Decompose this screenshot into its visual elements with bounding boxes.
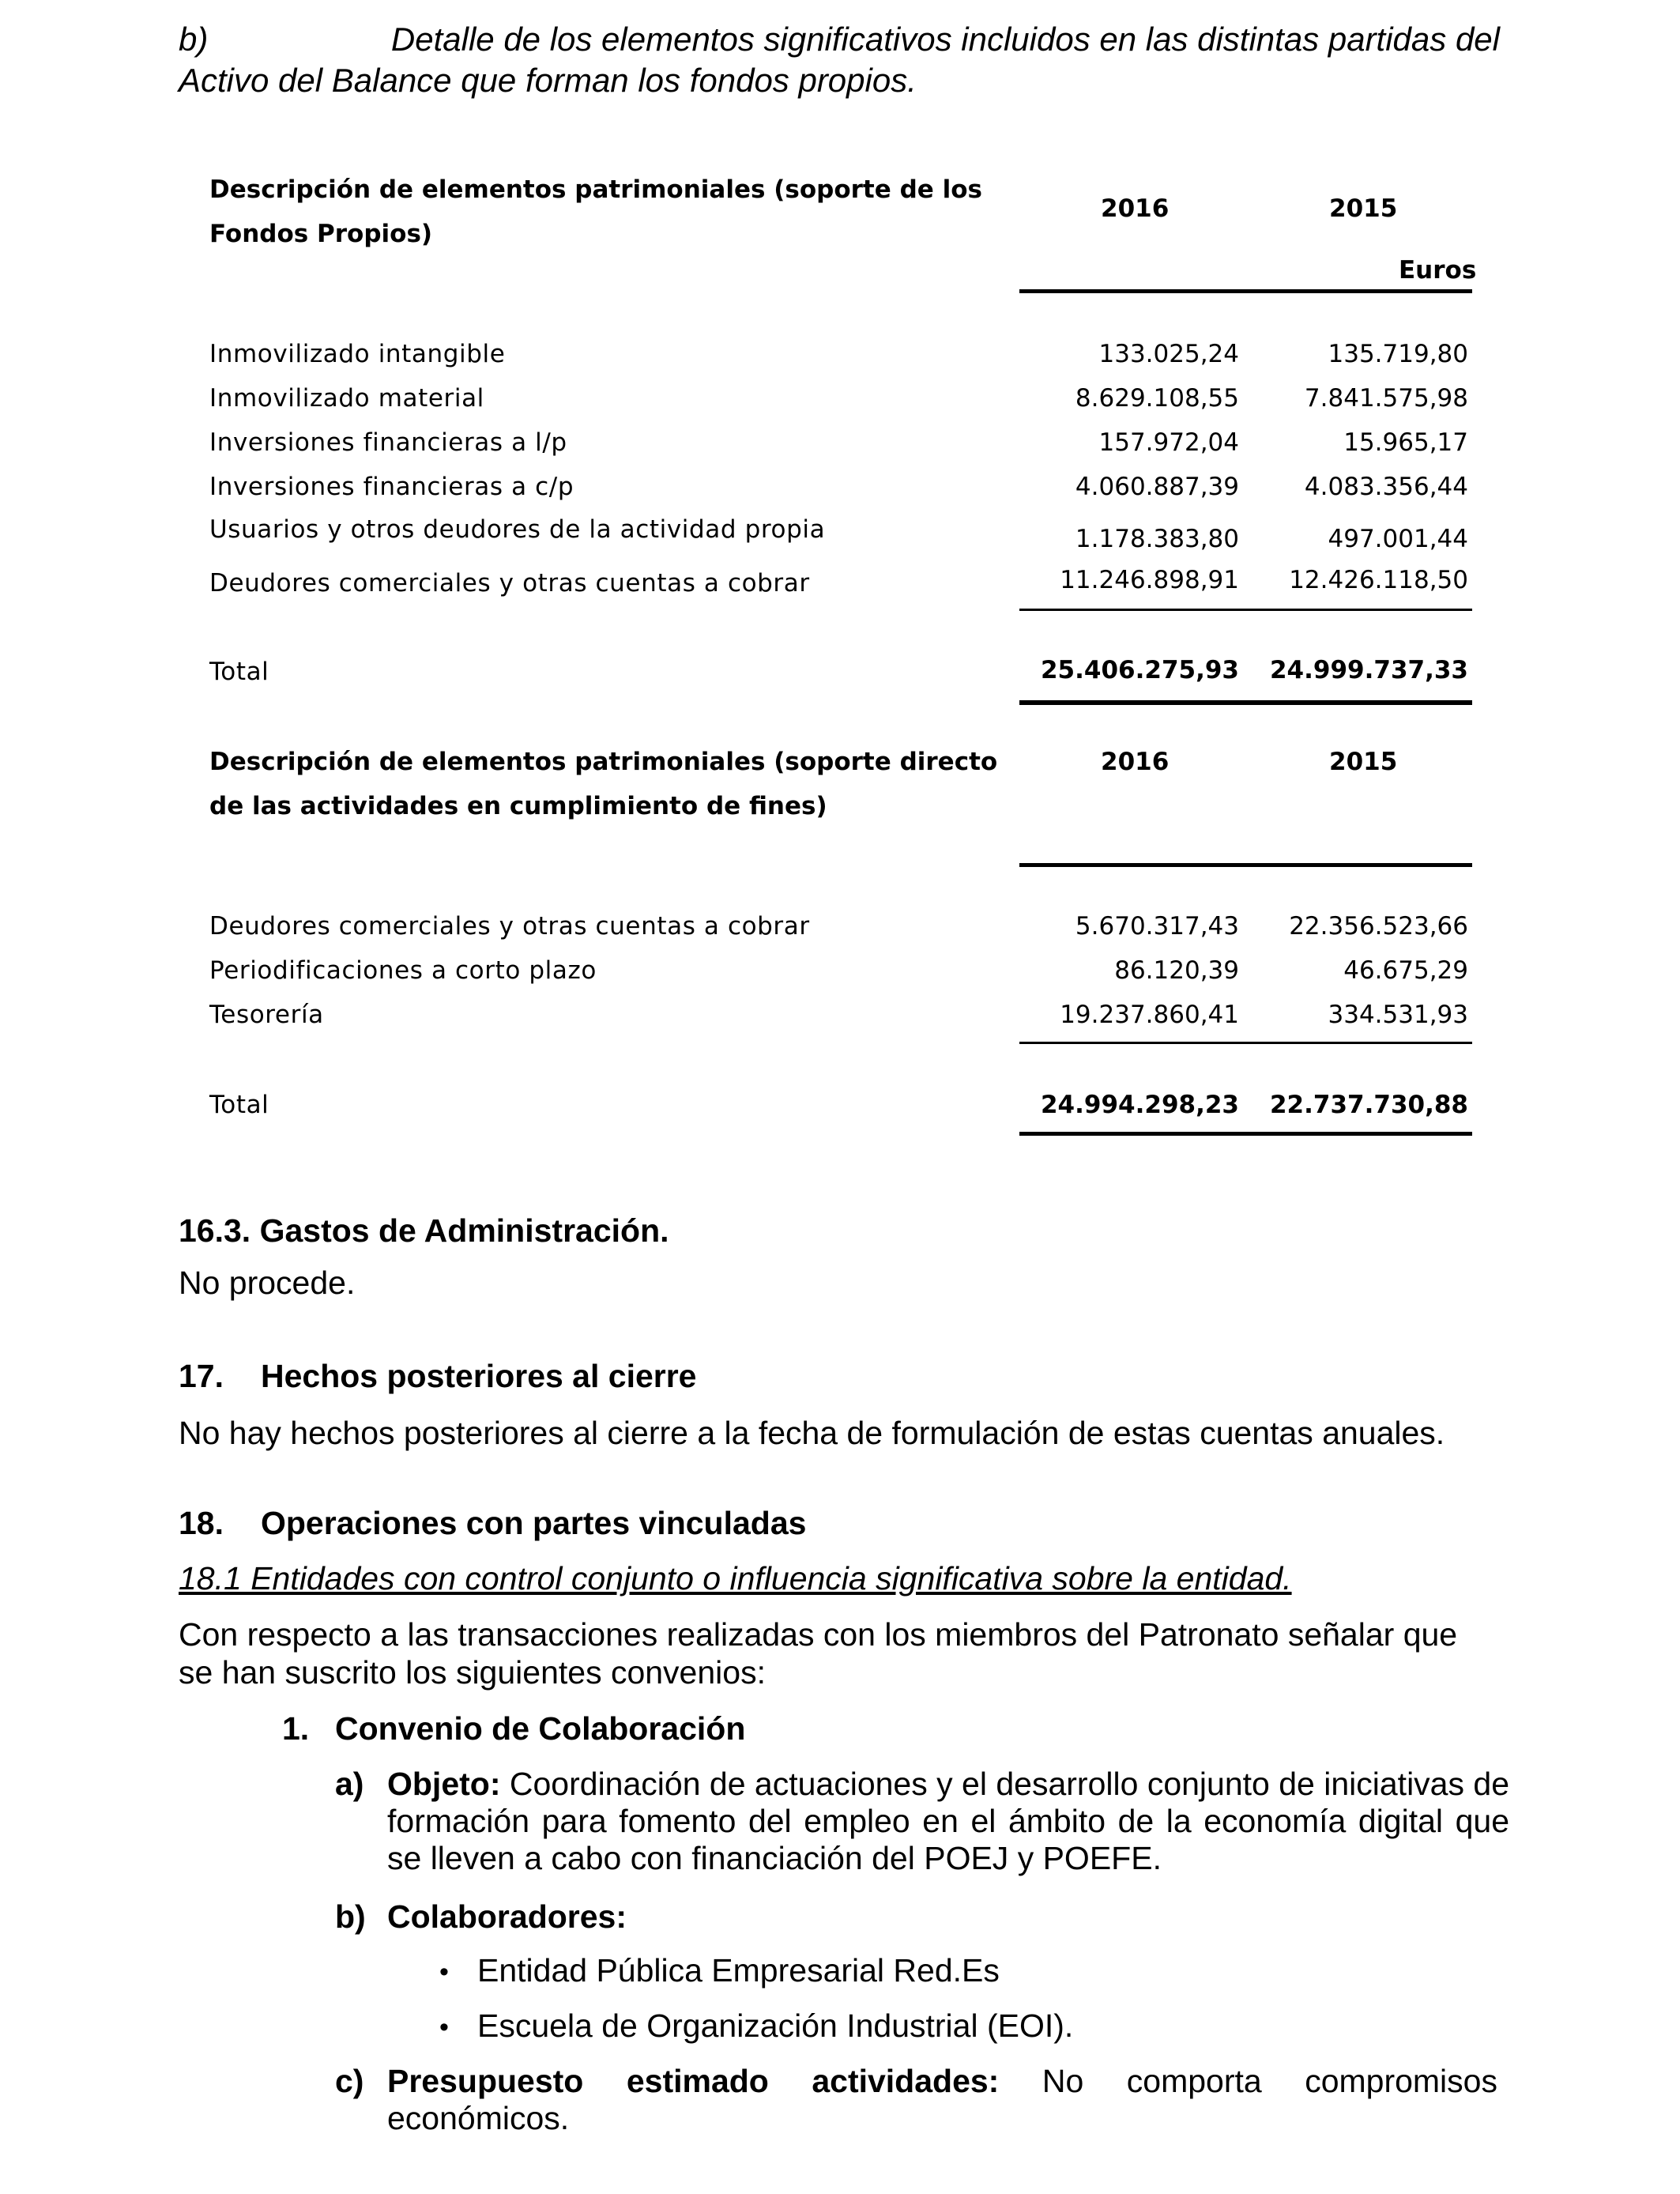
convenio-number: 1.	[282, 1710, 310, 1747]
item-c-letter: c)	[335, 2063, 364, 2099]
section-18-paragraph: Con respecto a las transacciones realizadas con los miembros del Patronato señalar que se han suscrito los siguientes convenios:	[179, 1616, 1458, 1691]
item-c-line-2: económicos.	[387, 2100, 570, 2136]
table1-col-2015: 2015	[1329, 194, 1398, 223]
section-18-title: Operaciones con partes vinculadas	[261, 1505, 807, 1541]
table2-header-line1: Descripción de elementos patrimoniales (soporte directo	[209, 748, 998, 776]
table1-header-rule	[1019, 289, 1472, 293]
table1-row-2016: 11.246.898,91	[1060, 566, 1239, 594]
section-17-number: 17.	[179, 1358, 224, 1394]
section-16-3-body: No procede.	[179, 1265, 356, 1301]
bullet-icon: •	[439, 1957, 449, 1987]
convenio-title: Convenio de Colaboración	[335, 1710, 746, 1747]
table1-row-2015: 135.719,80	[1328, 340, 1468, 368]
table1-col-2016: 2016	[1101, 194, 1170, 223]
item-a-letter: a)	[335, 1766, 364, 1802]
table2-row-2016: 5.670.317,43	[1075, 912, 1239, 941]
item-c-line-1	[387, 2063, 1497, 2100]
table1-row-2016: 8.629.108,55	[1075, 384, 1239, 413]
intro-line-2: Activo del Balance que forman los fondos propios.	[179, 62, 917, 99]
section-18-1-subheading: 18.1 Entidades con control conjunto o influencia significativa sobre la entidad.	[179, 1560, 1292, 1596]
table1-total-rule	[1019, 700, 1472, 705]
item-c-word: compromisos	[1305, 2063, 1497, 2099]
table1-header-line1: Descripción de elementos patrimoniales (soporte de los	[209, 175, 982, 204]
table2-header-rule	[1019, 863, 1472, 867]
table2-total-rule	[1019, 1132, 1472, 1136]
table1-row-label: Inversiones financieras a l/p	[209, 428, 567, 457]
table1-row-2016: 4.060.887,39	[1075, 473, 1239, 501]
bullet-icon: •	[439, 2012, 449, 2042]
item-c-word: comporta	[1126, 2063, 1262, 2099]
table1-row-2015: 15.965,17	[1343, 428, 1468, 457]
table2-total-2015: 22.737.730,88	[1269, 1091, 1468, 1119]
table2-row-label: Periodificaciones a corto plazo	[209, 956, 597, 985]
intro-letter: b)	[179, 21, 209, 58]
table1-row-label: Inversiones financieras a c/p	[209, 473, 574, 501]
item-b-label: Colaboradores:	[387, 1898, 627, 1935]
table2-row-2016: 19.237.860,41	[1060, 1001, 1239, 1029]
table1-row-label: Usuarios y otros deudores de la actividad propia	[209, 515, 826, 544]
table2-total-2016: 24.994.298,23	[1040, 1091, 1239, 1119]
item-c-word: actividades:	[812, 2063, 1000, 2099]
table1-row-label: Inmovilizado intangible	[209, 340, 506, 368]
item-a-label: Objeto:	[387, 1766, 501, 1802]
table2-total-label: Total	[209, 1091, 269, 1119]
table1-total-2016: 25.406.275,93	[1040, 656, 1239, 684]
table2-row-2016: 86.120,39	[1114, 956, 1239, 985]
table2-col-2016: 2016	[1101, 748, 1170, 776]
section-17-body: No hay hechos posteriores al cierre a la fecha de formulación de estas cuentas anuales.	[179, 1415, 1445, 1451]
table2-col-2015: 2015	[1329, 748, 1398, 776]
table1-row-2015: 7.841.575,98	[1304, 384, 1468, 413]
table2-header-line2: de las actividades en cumplimiento de fines)	[209, 792, 827, 820]
table2-row-2015: 46.675,29	[1343, 956, 1468, 985]
intro-text-1: Detalle de los elementos significativos incluidos en las distintas partidas del	[390, 21, 1500, 58]
bullet-item: Entidad Pública Empresarial Red.Es	[477, 1952, 1000, 1989]
section-18-number: 18.	[179, 1505, 224, 1541]
item-c-text	[387, 2063, 1497, 2137]
intro-line-1	[179, 19, 1500, 60]
table1-row-2016: 157.972,04	[1098, 428, 1239, 457]
table1-header-line2: Fondos Propios)	[209, 220, 433, 248]
section-17-title: Hechos posteriores al cierre	[261, 1358, 697, 1394]
table1-total-label: Total	[209, 658, 269, 686]
item-c-word: No	[1042, 2063, 1084, 2099]
table1-unit: Euros	[1399, 256, 1477, 285]
table1-row-2015: 497.001,44	[1328, 525, 1468, 553]
table1-row-2016: 1.178.383,80	[1075, 525, 1239, 553]
item-c-word: estimado	[626, 2063, 769, 2099]
table2-subtotal-rule	[1019, 1042, 1472, 1044]
item-a-text	[387, 1766, 1509, 1877]
table2-row-2015: 334.531,93	[1328, 1001, 1468, 1029]
table1-row-2015: 4.083.356,44	[1304, 473, 1468, 501]
item-a-body: Coordinación de actuaciones y el desarrollo conjunto de iniciativas de formación para fomento del empleo en el ámbito de la economía digital que se lleven a cabo con financiación del POEJ y POEFE.	[387, 1766, 1509, 1876]
table2-row-2015: 22.356.523,66	[1289, 912, 1468, 941]
item-b-letter: b)	[335, 1898, 366, 1935]
table1-row-label: Deudores comerciales y otras cuentas a cobrar	[209, 569, 810, 598]
section-16-3-heading: 16.3. Gastos de Administración.	[179, 1212, 669, 1249]
item-c-word: Presupuesto	[387, 2063, 584, 2099]
table1-subtotal-rule	[1019, 609, 1472, 611]
table1-row-label: Inmovilizado material	[209, 384, 484, 413]
bullet-item: Escuela de Organización Industrial (EOI).	[477, 2007, 1074, 2044]
table2-row-label: Tesorería	[209, 1001, 324, 1029]
table2-row-label: Deudores comerciales y otras cuentas a cobrar	[209, 912, 810, 941]
table1-row-2015: 12.426.118,50	[1289, 566, 1468, 594]
intro-paragraph	[179, 19, 1500, 101]
table1-row-2016: 133.025,24	[1098, 340, 1239, 368]
table1-total-2015: 24.999.737,33	[1269, 656, 1468, 684]
